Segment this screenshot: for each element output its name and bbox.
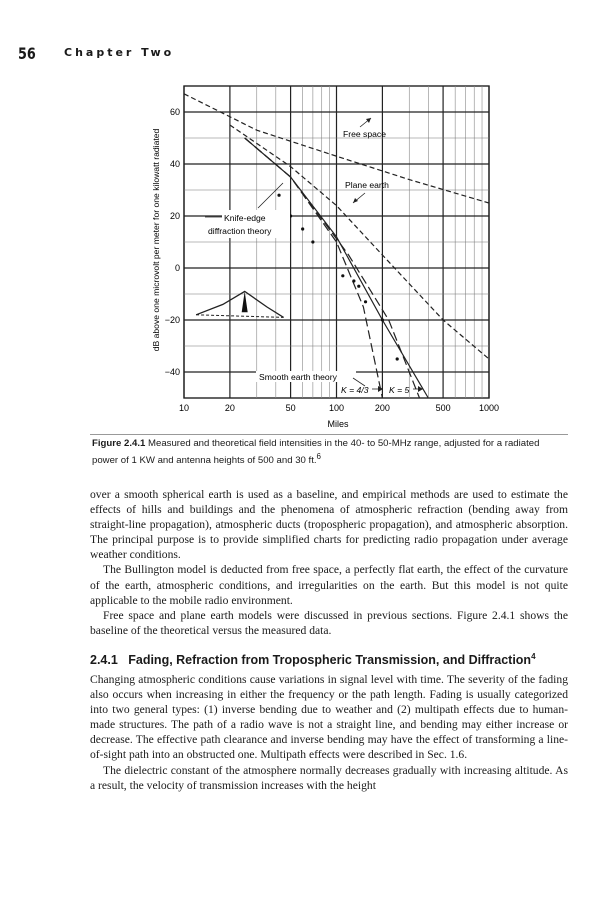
paragraph: Changing atmospheric conditions cause variations in signal level with time. The severity of the fading also occurs when increasing in either the frequency or the path length. Fading is usually categorized into two general types: (1) inverse bending due to weather and (2) multipath effects due to human-made structures. The path of a radio wave is not a straight line, and bending may either increase or decrease. The effective path clearance and inverse bending may have the effect of transforming a line-of-sight path into an obstructed one. Multipath effects were described in Sec. 1.6. xyxy=(90,673,568,762)
paragraph: over a smooth spherical earth is used as a baseline, and empirical methods are used to estimate the effects of hills and buildings and the phenomena of atmospheric refraction (bending away from straight-line propagation), atmospheric ducts (tropospheric propagation), and atmospheric absorption. The principal purpose is to provide simplified charts for predicting radio propagation under average weather conditions. xyxy=(90,488,568,562)
body-text xyxy=(90,487,568,638)
y-tick-label: 20 xyxy=(169,211,180,221)
label-smooth-earth: Smooth earth theory xyxy=(259,372,337,382)
x-tick-label: 10 xyxy=(178,403,190,413)
measured-point xyxy=(341,274,344,277)
x-tick-label: 100 xyxy=(328,403,345,413)
x-tick-label: 20 xyxy=(224,403,235,413)
terrain-profile xyxy=(196,291,284,317)
x-tick-label: 50 xyxy=(285,403,296,413)
measured-point xyxy=(396,357,399,360)
measured-point xyxy=(381,318,384,321)
arrowhead-plane-earth xyxy=(353,198,358,203)
caption-rule xyxy=(90,434,568,435)
page-number: 56 xyxy=(18,44,36,63)
measured-point xyxy=(311,240,314,243)
section-body-text xyxy=(90,672,568,793)
measured-point xyxy=(277,194,280,197)
paragraph: Free space and plane earth models were discussed in previous sections. Figure 2.4.1 shows the baseline of the theoretical versus the measured data. xyxy=(90,608,568,637)
chart-grid xyxy=(184,86,489,398)
y-tick-label: 40 xyxy=(169,159,180,169)
label-knife-edge-2: diffraction theory xyxy=(208,226,272,236)
caption-label: Figure 2.4.1 xyxy=(92,438,146,449)
terrain-peak xyxy=(242,291,248,312)
section-number: 2.4.1 xyxy=(90,653,118,668)
y-tick-label: −40 xyxy=(164,367,180,377)
x-tick-label: 1000 xyxy=(478,403,500,413)
label-k-5: K = 5 xyxy=(389,385,410,395)
y-tick-label: −20 xyxy=(164,315,180,325)
y-tick-label: 0 xyxy=(174,263,180,273)
y-axis-label: dB above one microvolt per meter for one kilowatt radiated xyxy=(151,128,161,352)
measured-point xyxy=(301,227,304,230)
chapter-title: Chapter Two xyxy=(64,46,175,59)
caption-text: Measured and theoretical field intensities in the 40- to 50-MHz range, adjusted for a radiated power of 1 KW and antenna heights of 500 and 30 ft. xyxy=(92,438,540,467)
measured-point xyxy=(357,285,360,288)
section-title: Fading, Refraction from Tropospheric Transmission, and Diffraction xyxy=(128,653,532,668)
measured-point xyxy=(364,300,367,303)
section-ref: 4 xyxy=(531,652,536,661)
label-k-43: K = 4/3 xyxy=(341,385,369,395)
figure-caption xyxy=(92,437,567,467)
arrowhead-free-space xyxy=(366,118,371,123)
x-tick-label: 500 xyxy=(435,403,451,413)
section-heading xyxy=(90,652,536,667)
field-intensity-chart xyxy=(0,0,613,435)
measured-point xyxy=(352,279,355,282)
paragraph: The Bullington model is deducted from free space, a perfectly flat earth, the effect of the curvature of the earth, atmospheric conditions, and irregularities on the earth. But this model is not quite applicable to the mobile radio environment. xyxy=(90,563,568,607)
label-knife-edge-1: Knife-edge xyxy=(224,213,266,223)
x-axis-label: Miles xyxy=(327,419,349,429)
label-free-space: Free space xyxy=(343,129,386,139)
label-plane-earth: Plane earth xyxy=(345,180,389,190)
paragraph: The dielectric constant of the atmosphere normally decreases gradually with increasing altitude. As a result, the velocity of transmission increases with the height xyxy=(90,763,568,792)
caption-ref: 6 xyxy=(316,452,321,461)
x-tick-label: 200 xyxy=(374,403,390,413)
measured-points xyxy=(277,194,398,361)
terrain-inset xyxy=(196,291,284,317)
y-tick-label: 60 xyxy=(169,107,180,117)
terrain-baseline xyxy=(196,315,284,318)
